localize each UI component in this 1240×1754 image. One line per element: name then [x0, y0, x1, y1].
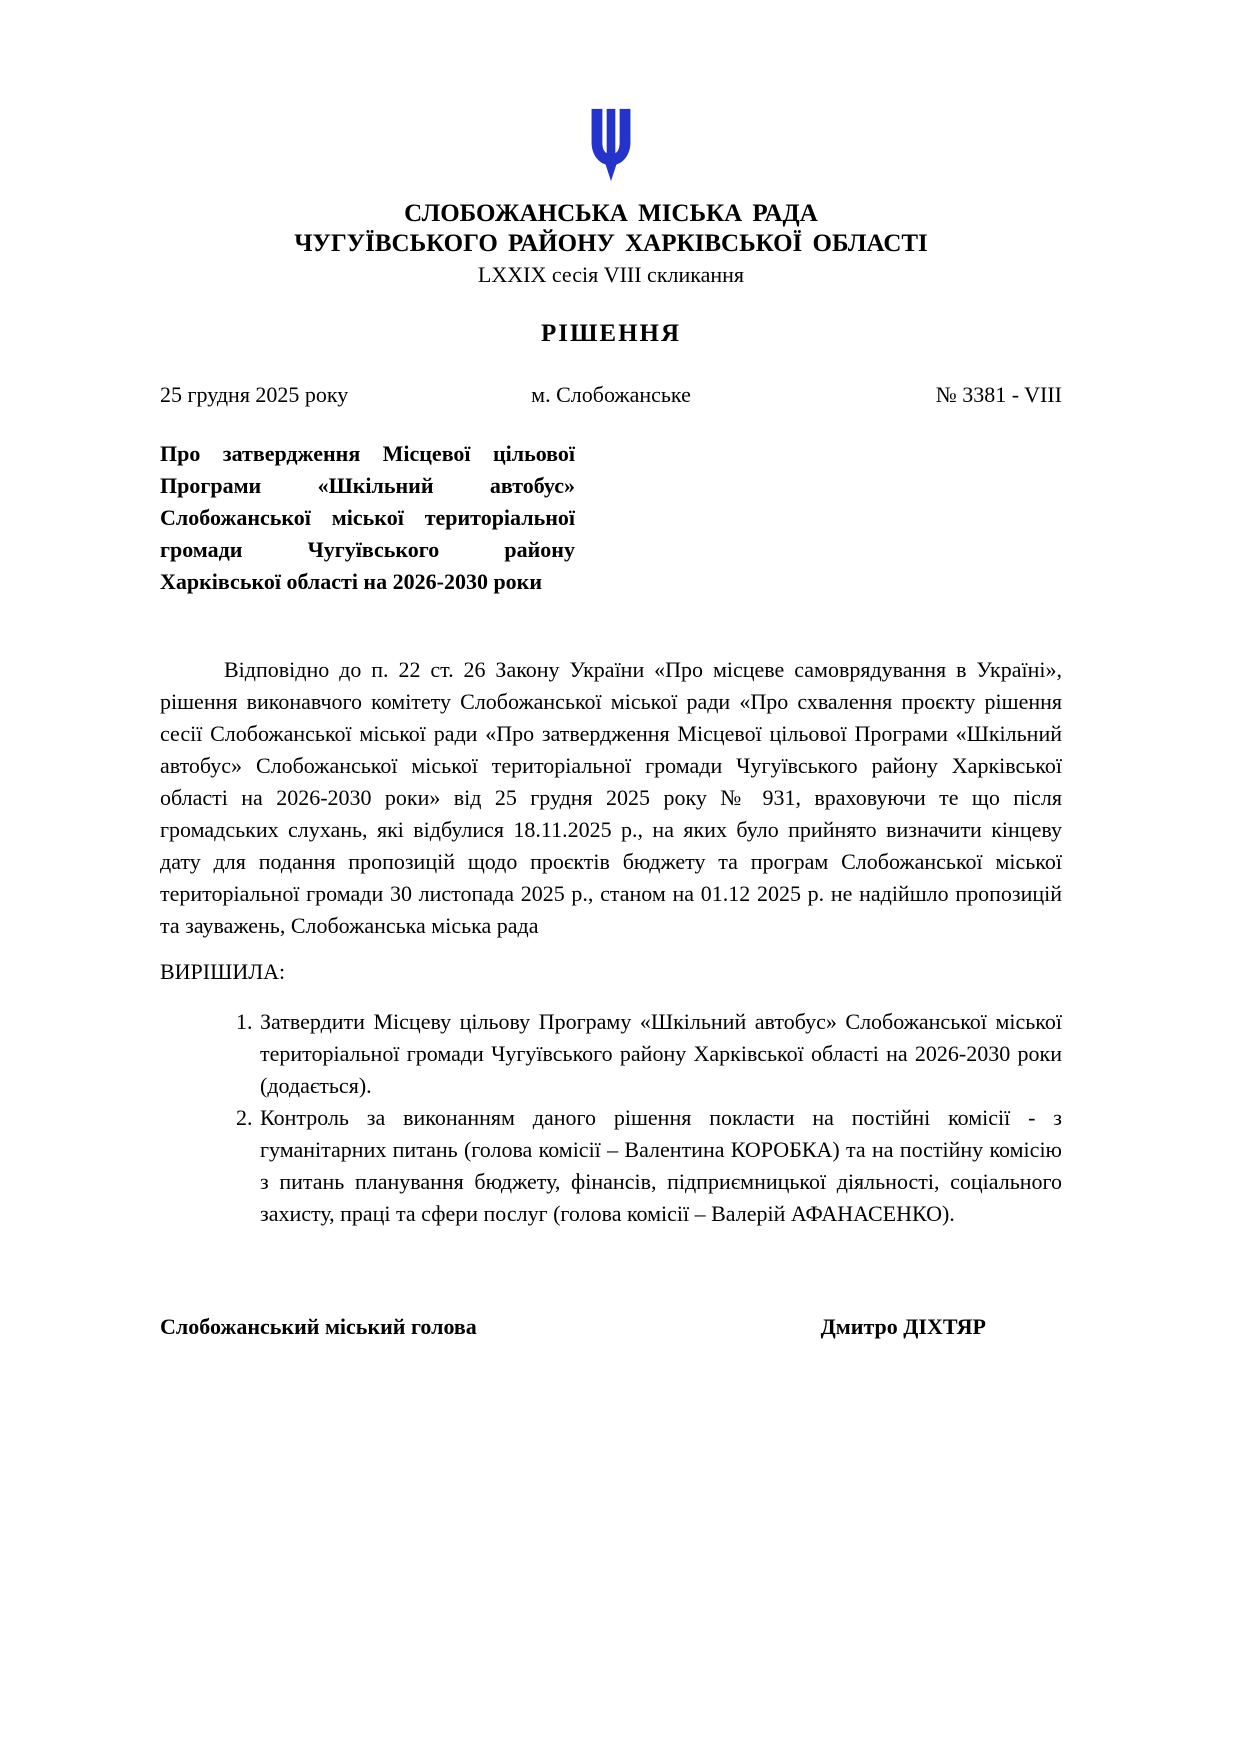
- signature-name: Дмитро ДІХТЯР: [820, 1314, 986, 1340]
- document-date: 25 грудня 2025 року: [160, 382, 349, 408]
- session-line: LXXIX сесія VIII скликання: [477, 262, 745, 287]
- document-subject: Про затвердження Місцевої цільової Програми «Шкільний автобус» Слобожанської міської територіальної громади Чугуївського району Харківської області на 2026-2030 роки: [160, 441, 575, 595]
- resolution-list: [160, 1006, 1062, 1230]
- resolution-item-1: 1. Затвердити Місцеву цільову Програму «Шкільний автобус» Слобожанської міської територіальної громади Чугуївського району Харківської області на 2026-2030 роки (додається).: [258, 1006, 1062, 1102]
- signature-row: [160, 1314, 1062, 1340]
- resolved-label: ВИРІШИЛА:: [160, 959, 286, 985]
- document-header: [160, 103, 1062, 348]
- ukraine-trident-emblem-icon: [584, 103, 638, 187]
- document-number: № 3381 - VIII: [935, 382, 1063, 408]
- document-meta-row: [160, 382, 1062, 408]
- org-name-line-1: СЛОБОЖАНСЬКА МІСЬКА РАДА: [404, 200, 818, 227]
- resolution-item-2: 2. Контроль за виконанням даного рішення покласти на постійні комісії - з гуманітарних питань (голова комісії – Валентина КОРОБКА) та на постійну комісію з питань планування бюджету, фінансів, підприємницької діяльності, соціального захисту, праці та сфери послуг (голова комісії – Валерій АФАНАСЕНКО).: [258, 1102, 1062, 1230]
- preamble-paragraph: Відповідно до п. 22 ст. 26 Закону України «Про місцеве самоврядування в Україні», рішення виконавчого комітету Слобожанської міської ради «Про схвалення проєкту рішення сесії Слобожанської міської ради «Про затвердження Місцевої цільової Програми «Шкільний автобус» Слобожанської міської територіальної громади Чугуївського району Харківської області на 2026-2030 роки» від 25 грудня 2025 року № 931, враховуючи те що після громадських слухань, які відбулися 18.11.2025 р., на яких було прийнято визначити кінцеву дату для подання пропозицій щодо проєктів бюджету та програм Слобожанської міської територіальної громади 30 листопада 2025 р., станом на 01.12 2025 р. не надійшло пропозицій та зауважень, Слобожанська міська рада: [160, 657, 1062, 939]
- signature-title: Слобожанський міський голова: [160, 1314, 477, 1340]
- document-place: м. Слобожанське: [531, 382, 691, 408]
- org-name-line-2: ЧУГУЇВСЬКОГО РАЙОНУ ХАРКІВСЬКОЇ ОБЛАСТІ: [294, 230, 928, 257]
- document-type-title: РІШЕННЯ: [540, 320, 682, 348]
